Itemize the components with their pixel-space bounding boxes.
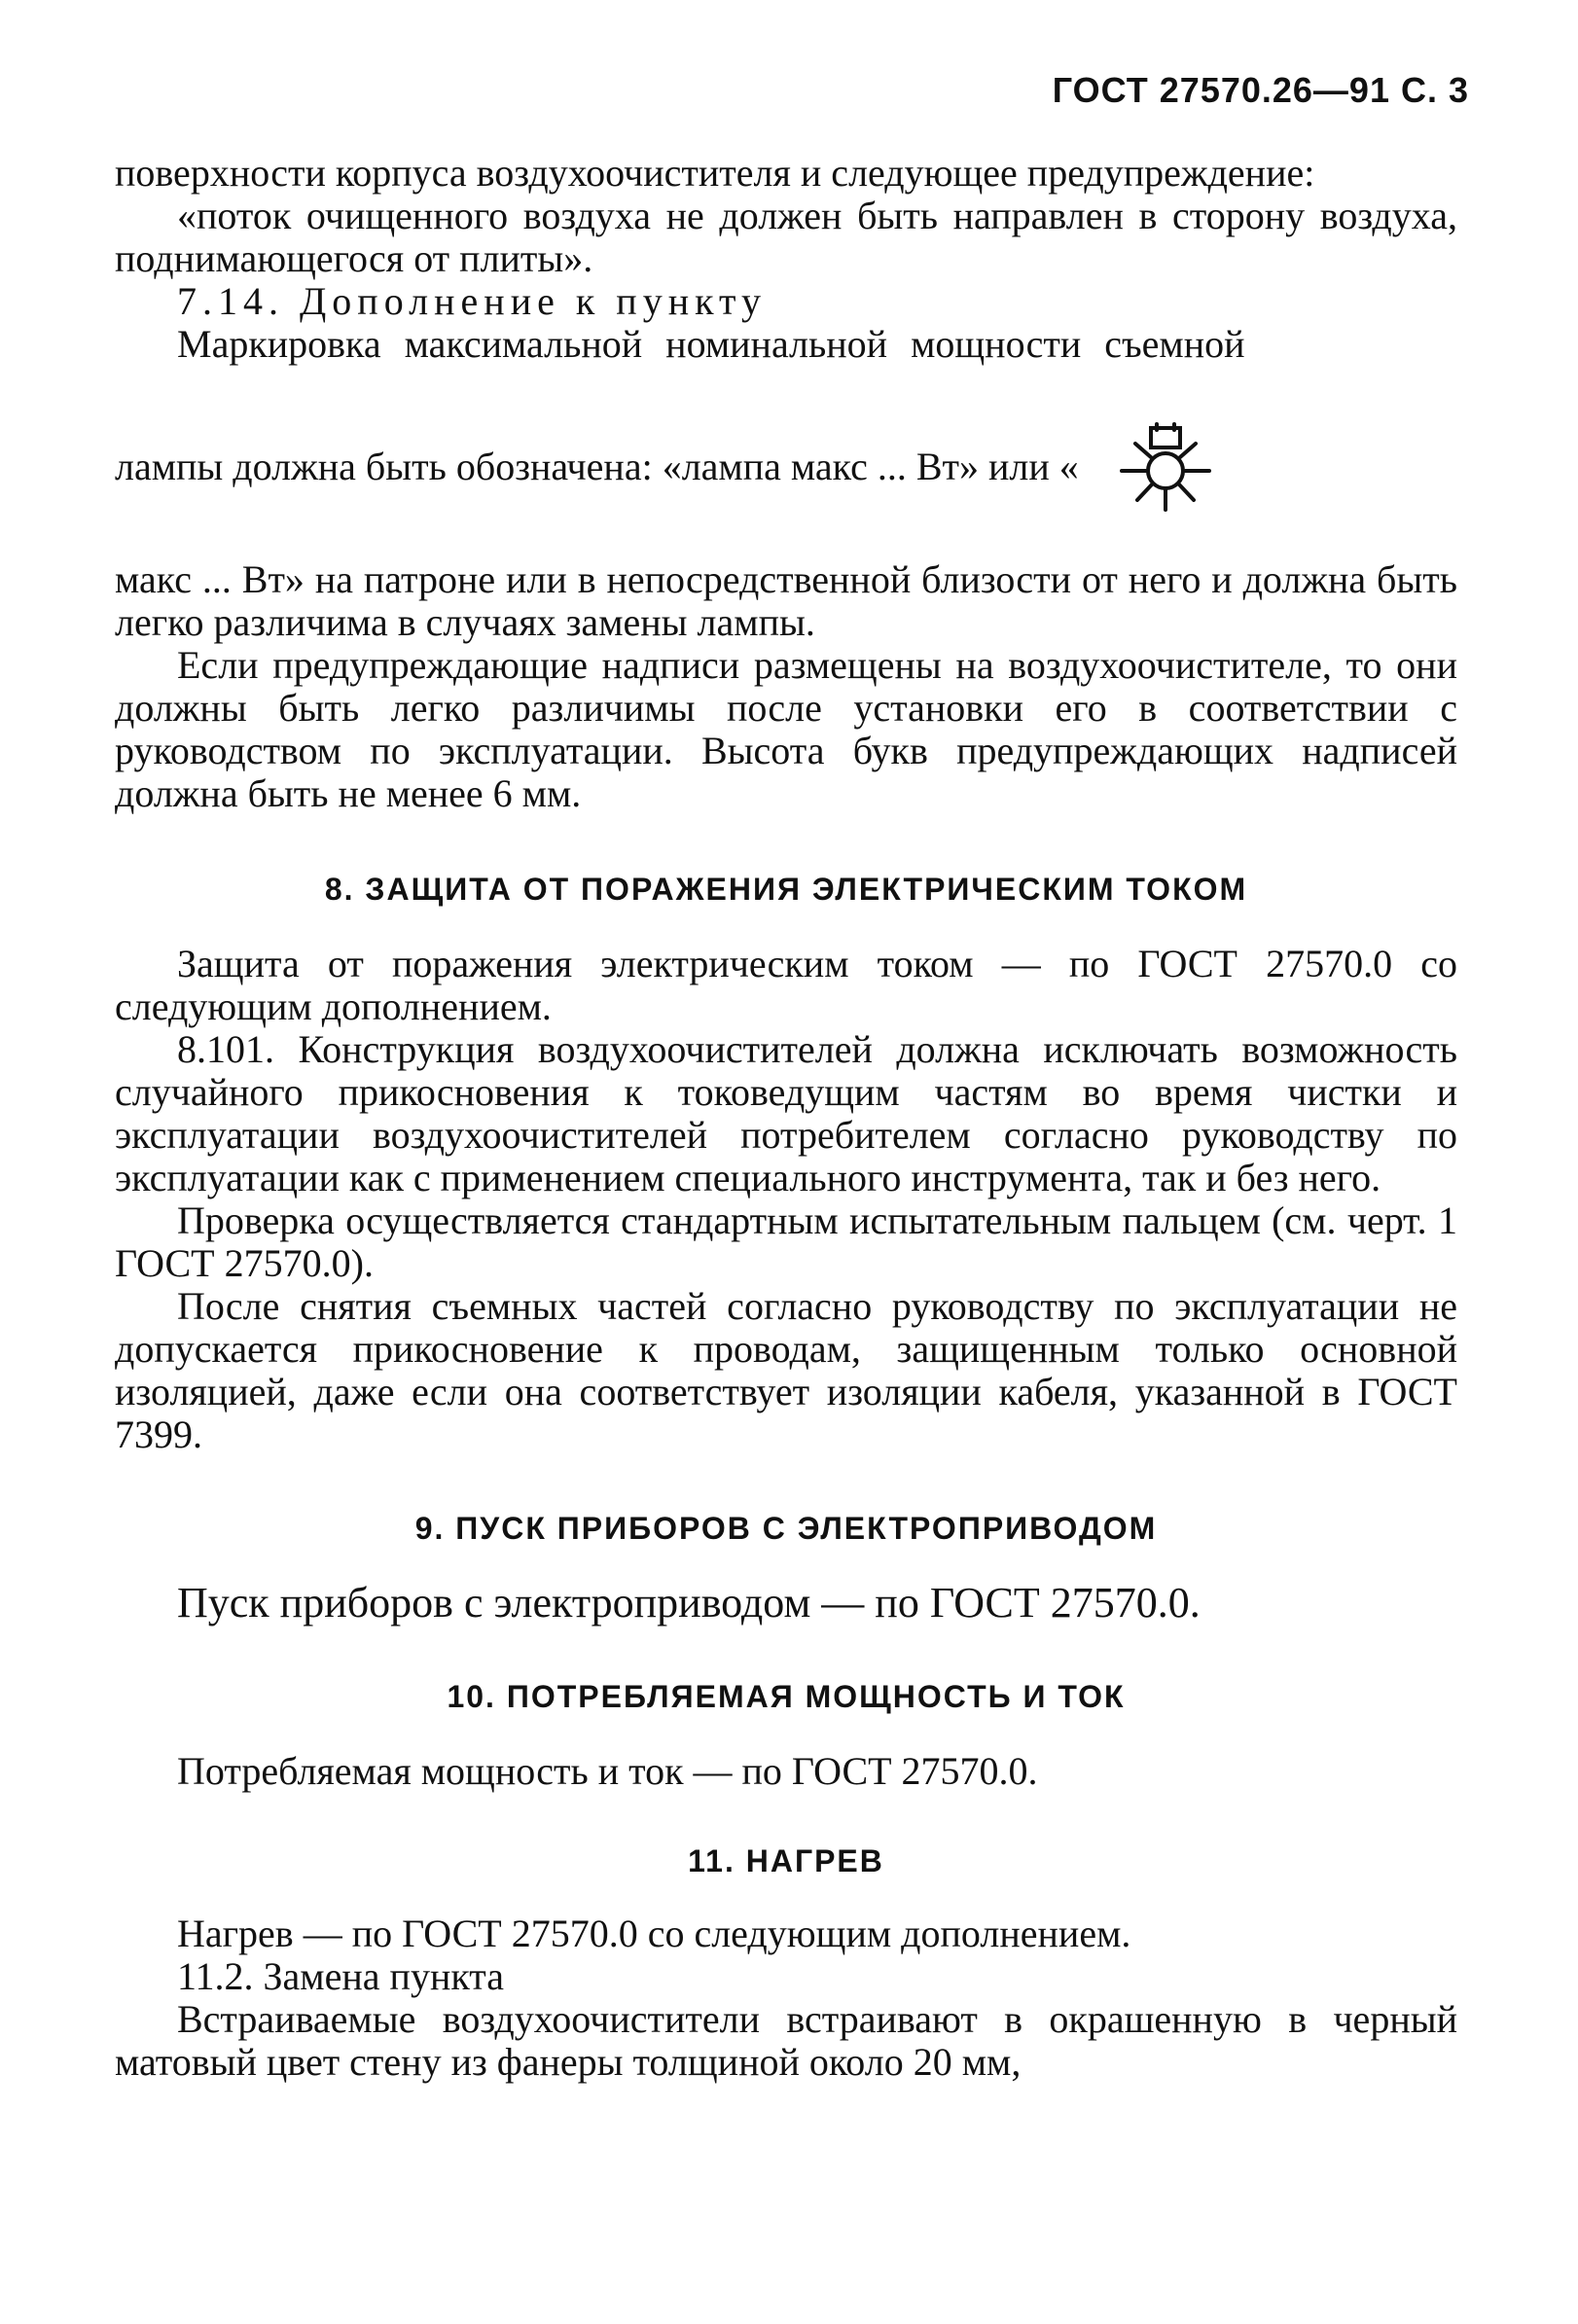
section-heading-10: 10. ПОТРЕБЛЯЕМАЯ МОЩНОСТЬ И ТОК bbox=[447, 1679, 1126, 1714]
paragraph: Проверка осуществляется стандартным испытательным пальцем (см. черт. 1 ГОСТ 27570.0). bbox=[115, 1198, 1457, 1285]
paragraph: Потребляемая мощность и ток — по ГОСТ 27570.0. bbox=[177, 1749, 1038, 1793]
paragraph: Если предупреждающие надписи размещены на воздухоочистителе, то они должны быть легко различимы после установки его в соответствии с руководством по эксплуатации. Высота букв предупреждающих надписей должна быть не менее 6 мм. bbox=[115, 643, 1457, 815]
paragraph: поверхности корпуса воздухоочистителя и следующее предупреждение: bbox=[115, 151, 1315, 195]
paragraph: макс ... Вт» на патроне или в непосредственной близости от него и должна быть легко различима в случаях замены лампы. bbox=[115, 557, 1457, 644]
page-header: ГОСТ 27570.26—91 С. 3 bbox=[1052, 70, 1469, 110]
lamp-symbol-icon bbox=[1112, 420, 1219, 514]
lamp-marking-line bbox=[115, 420, 1457, 514]
paragraph: 7.14. Дополнение к пункту bbox=[177, 279, 767, 323]
paragraph: 8.101. Конструкция воздухоочистителей должна исключать возможность случайного прикосновения к токоведущим частям во время чистки и эксплуатации воздухоочистителей потребителем согласно руководству по эксплуатации как с применением специального инструмента, так и без него. bbox=[115, 1027, 1457, 1199]
paragraph: Пуск приборов с электроприводом — по ГОСТ 27570.0. bbox=[177, 1579, 1201, 1627]
paragraph: «поток очищенного воздуха не должен быть направлен в сторону воздуха, поднимающегося от плиты». bbox=[115, 194, 1457, 280]
paragraph: Встраиваемые воздухоочистители встраивают в окрашенную в черный матовый цвет стену из фанеры толщиной около 20 мм, bbox=[115, 1997, 1457, 2084]
section-heading-11: 11. НАГРЕВ bbox=[688, 1843, 884, 1878]
paragraph: Нагрев — по ГОСТ 27570.0 со следующим дополнением. bbox=[177, 1912, 1131, 1955]
paragraph: 11.2. Замена пункта bbox=[177, 1954, 504, 1998]
paragraph: Маркировка максимальной номинальной мощности съемной bbox=[177, 322, 1245, 366]
document-page bbox=[115, 70, 1469, 2084]
paragraph: Защита от поражения электрическим током — по ГОСТ 27570.0 со следующим дополнением. bbox=[115, 942, 1457, 1028]
section-heading-8: 8. ЗАЩИТА ОТ ПОРАЖЕНИЯ ЭЛЕКТРИЧЕСКИМ ТОКОМ bbox=[324, 872, 1248, 907]
section-heading-9: 9. ПУСК ПРИБОРОВ С ЭЛЕКТРОПРИВОДОМ bbox=[414, 1511, 1158, 1546]
paragraph: лампы должна быть обозначена: «лампа макс ... Вт» или « bbox=[115, 445, 1079, 488]
paragraph: После снятия съемных частей согласно руководству по эксплуатации не допускается прикосновение к проводам, защищенным только основной изоляцией, даже если она соответствует изоляции кабеля, указанной в ГОСТ 7399. bbox=[115, 1284, 1457, 1456]
